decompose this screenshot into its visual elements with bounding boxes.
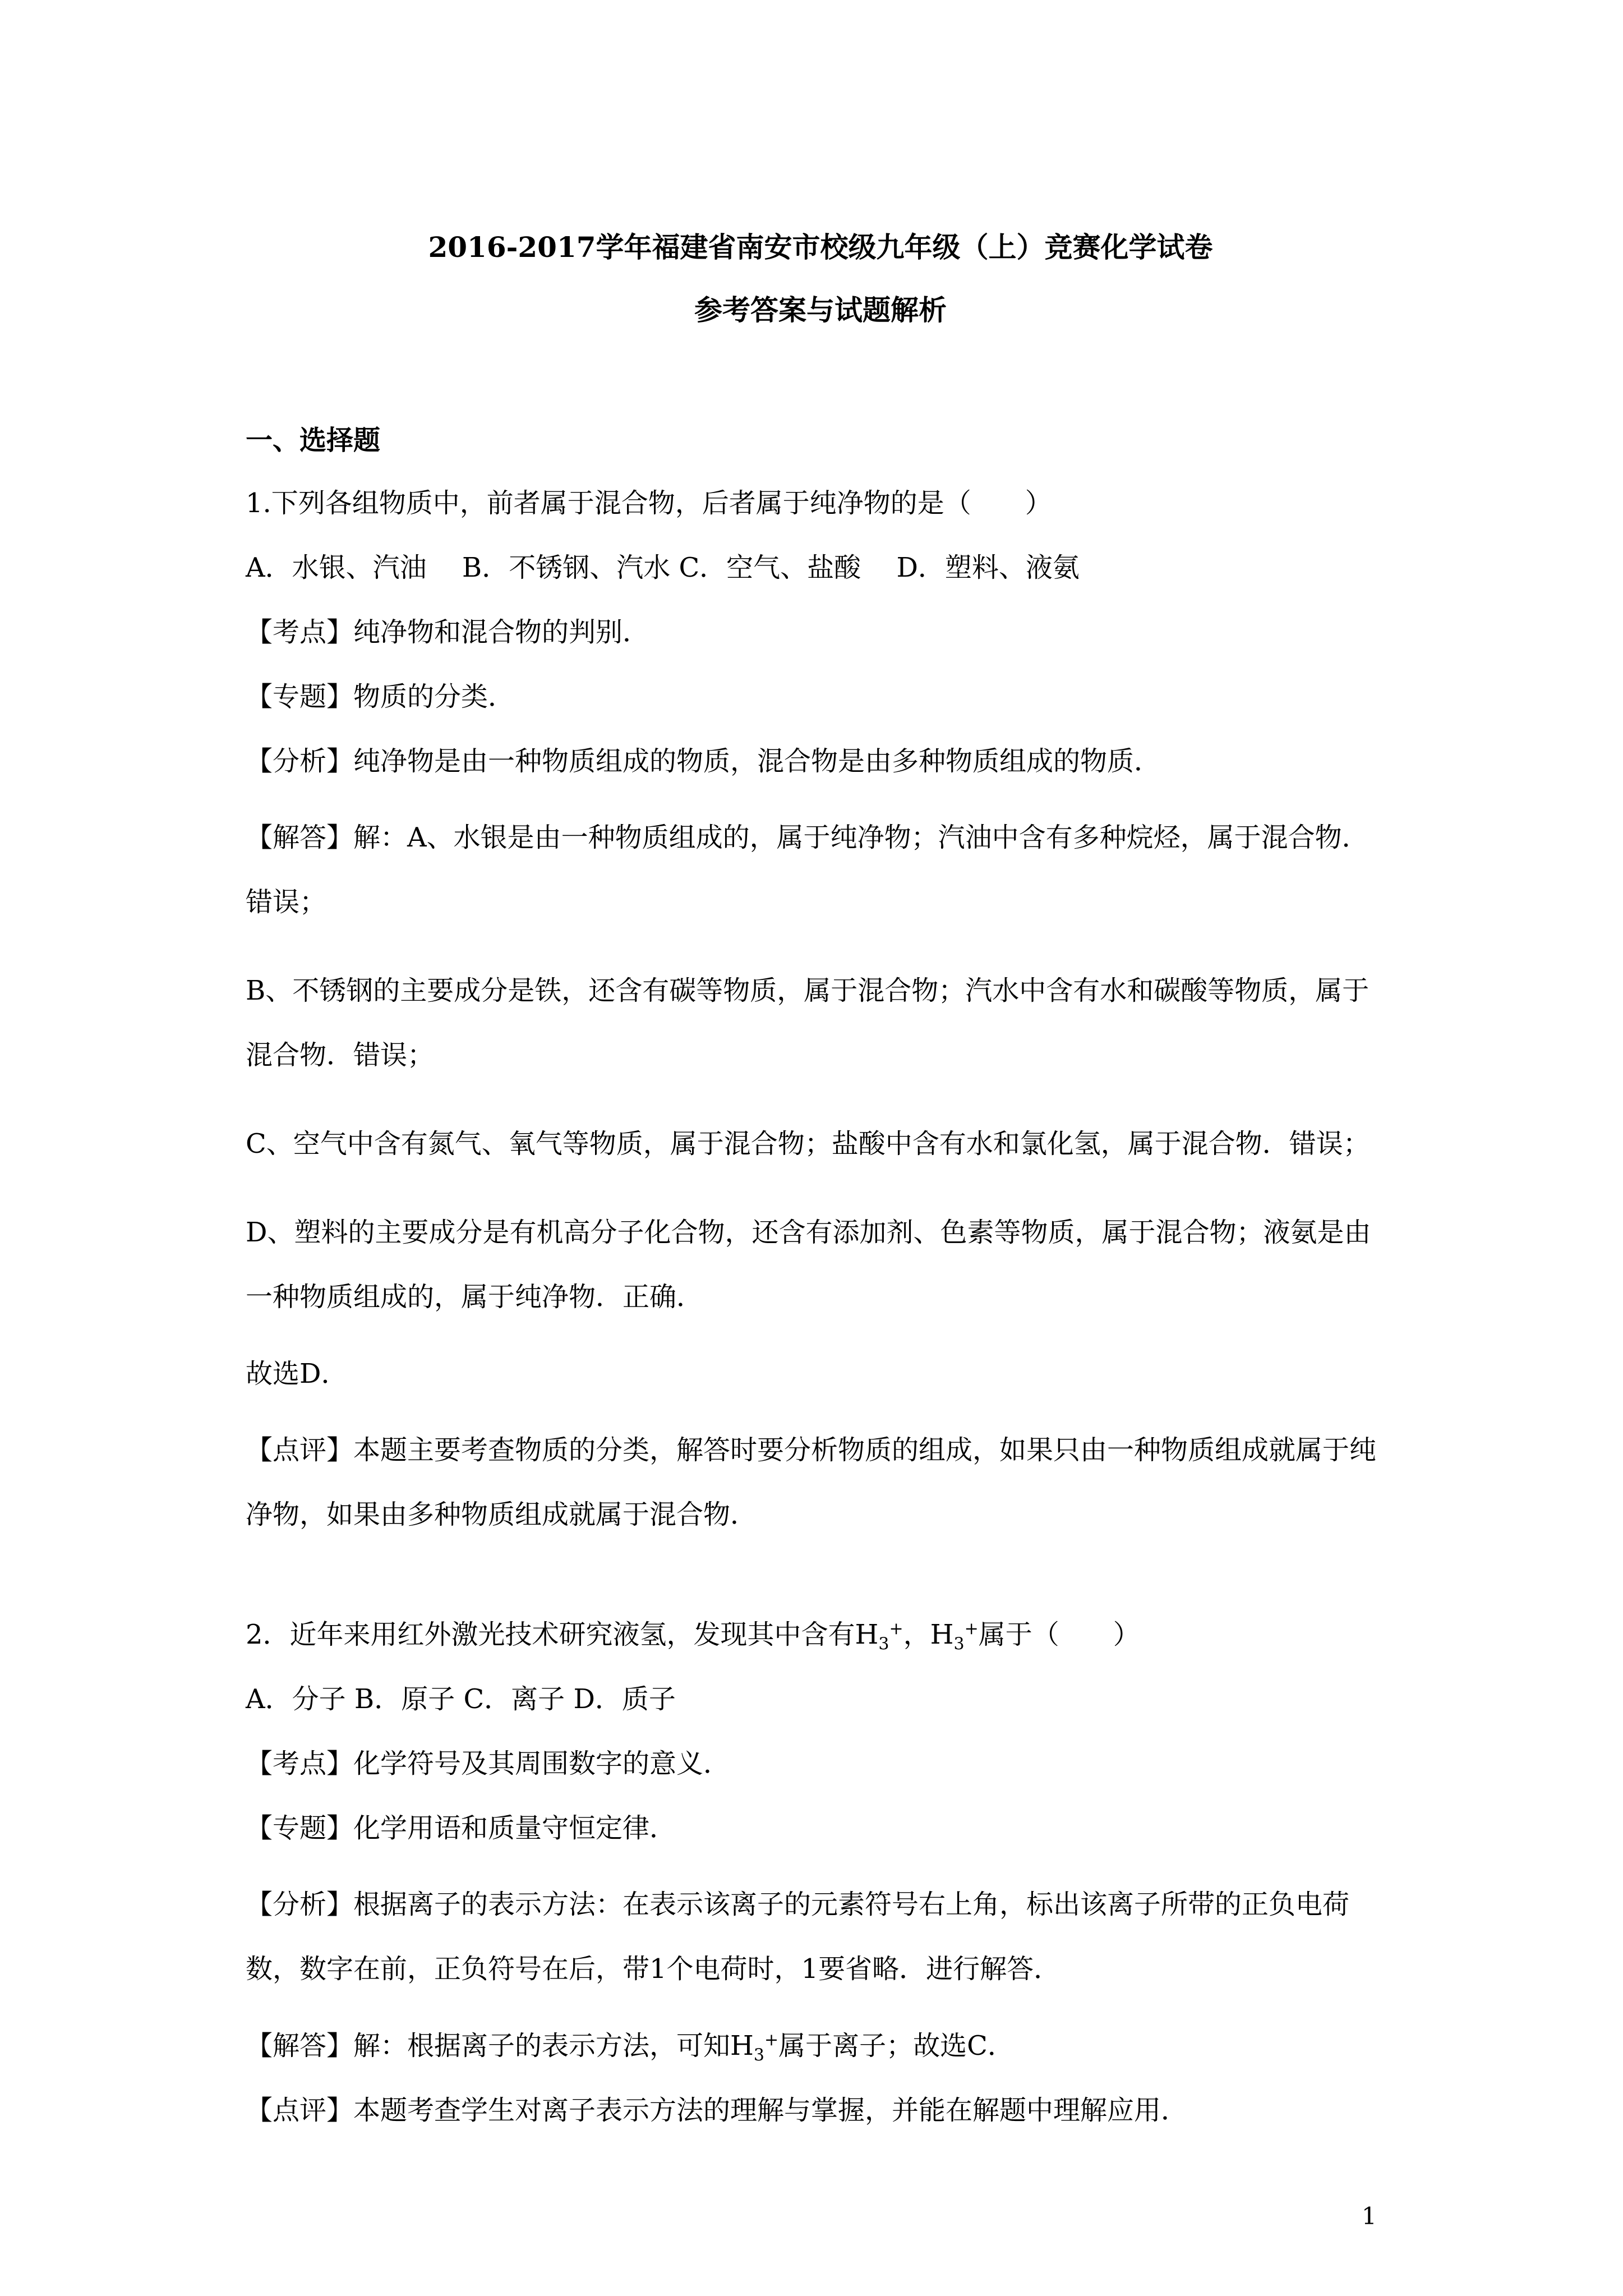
page-subtitle: 参考答案与试题解析 [694, 293, 947, 326]
q1-option-d-analysis: D、塑料的主要成分是有机高分子化合物，还含有添加剂、色素等物质，属于混合物；液氨是由一种物质组成的，属于纯净物．正确． [246, 1217, 1371, 1313]
ion-formula: $H_3^+$ [930, 1619, 979, 1654]
q1-jieda: 【解答】解：A、水银是由一种物质组成的，属于纯净物；汽油中含有多种烷烃，属于混合物．错误； [246, 822, 1369, 918]
q1-kaodian: 【考点】纯净物和混合物的判别． [246, 616, 650, 648]
q1-fenxi: 【分析】纯净物是由一种物质组成的物质，混合物是由多种物质组成的物质． [246, 746, 1161, 777]
q1-options: A．水银、汽油 B．不锈钢、汽水 C．空气、盐酸 D．塑料、液氨 [246, 552, 1080, 583]
q2-dianping: 【点评】本题考查学生对离子表示方法的理解与掌握，并能在解题中理解应用． [246, 2095, 1188, 2126]
q2-kaodian: 【考点】化学符号及其周围数字的意义． [246, 1748, 731, 1779]
section-heading: 一、选择题 [246, 425, 381, 456]
q2-options: A．分子 B．原子 C．离子 D．质子 [246, 1683, 676, 1715]
q2-zhuanti: 【专题】化学用语和质量守恒定律． [246, 1812, 677, 1844]
document-body [246, 227, 1395, 2155]
q1-stem: 1.下列各组物质中，前者属于混合物，后者属于纯净物的是（ ） [246, 487, 1052, 519]
q2-jieda: 【解答】解：根据离子的表示方法，可知$H_3^+$属于离子；故选C． [246, 2030, 1015, 2065]
q1-zhuanti: 【专题】物质的分类． [246, 681, 515, 712]
page-title: 2016-2017学年福建省南安市校级九年级（上）竞赛化学试卷 [428, 231, 1213, 264]
ion-formula: $H_3^+$ [855, 1619, 903, 1654]
q2-stem: 2．近年来用红外激光技术研究液氢，发现其中含有$H_3^+$，$H_3^+$属于（ ） [246, 1619, 1140, 1654]
q1-option-b-analysis: B、不锈钢的主要成分是铁，还含有碳等物质，属于混合物；汽水中含有水和碳酸等物质，属于混合物．错误； [246, 975, 1370, 1071]
ion-formula: $H_3^+$ [730, 2030, 779, 2065]
q1-option-c-analysis: C、空气中含有氮气、氧气等物质，属于混合物；盐酸中含有水和氯化氢，属于混合物．错误； [246, 1128, 1370, 1159]
q2-fenxi: 【分析】根据离子的表示方法：在表示该离子的元素符号右上角，标出该离子所带的正负电荷数，数字在前，正负符号在后，带1个电荷时，1要省略．进行解答． [246, 1889, 1350, 1985]
page-number: 1 [1362, 2202, 1377, 2230]
q1-dianping: 【点评】本题主要考查物质的分类，解答时要分析物质的组成，如果只由一种物质组成就属于纯净物，如果由多种物质组成就属于混合物． [246, 1434, 1377, 1530]
q1-choice: 故选D． [246, 1358, 348, 1389]
